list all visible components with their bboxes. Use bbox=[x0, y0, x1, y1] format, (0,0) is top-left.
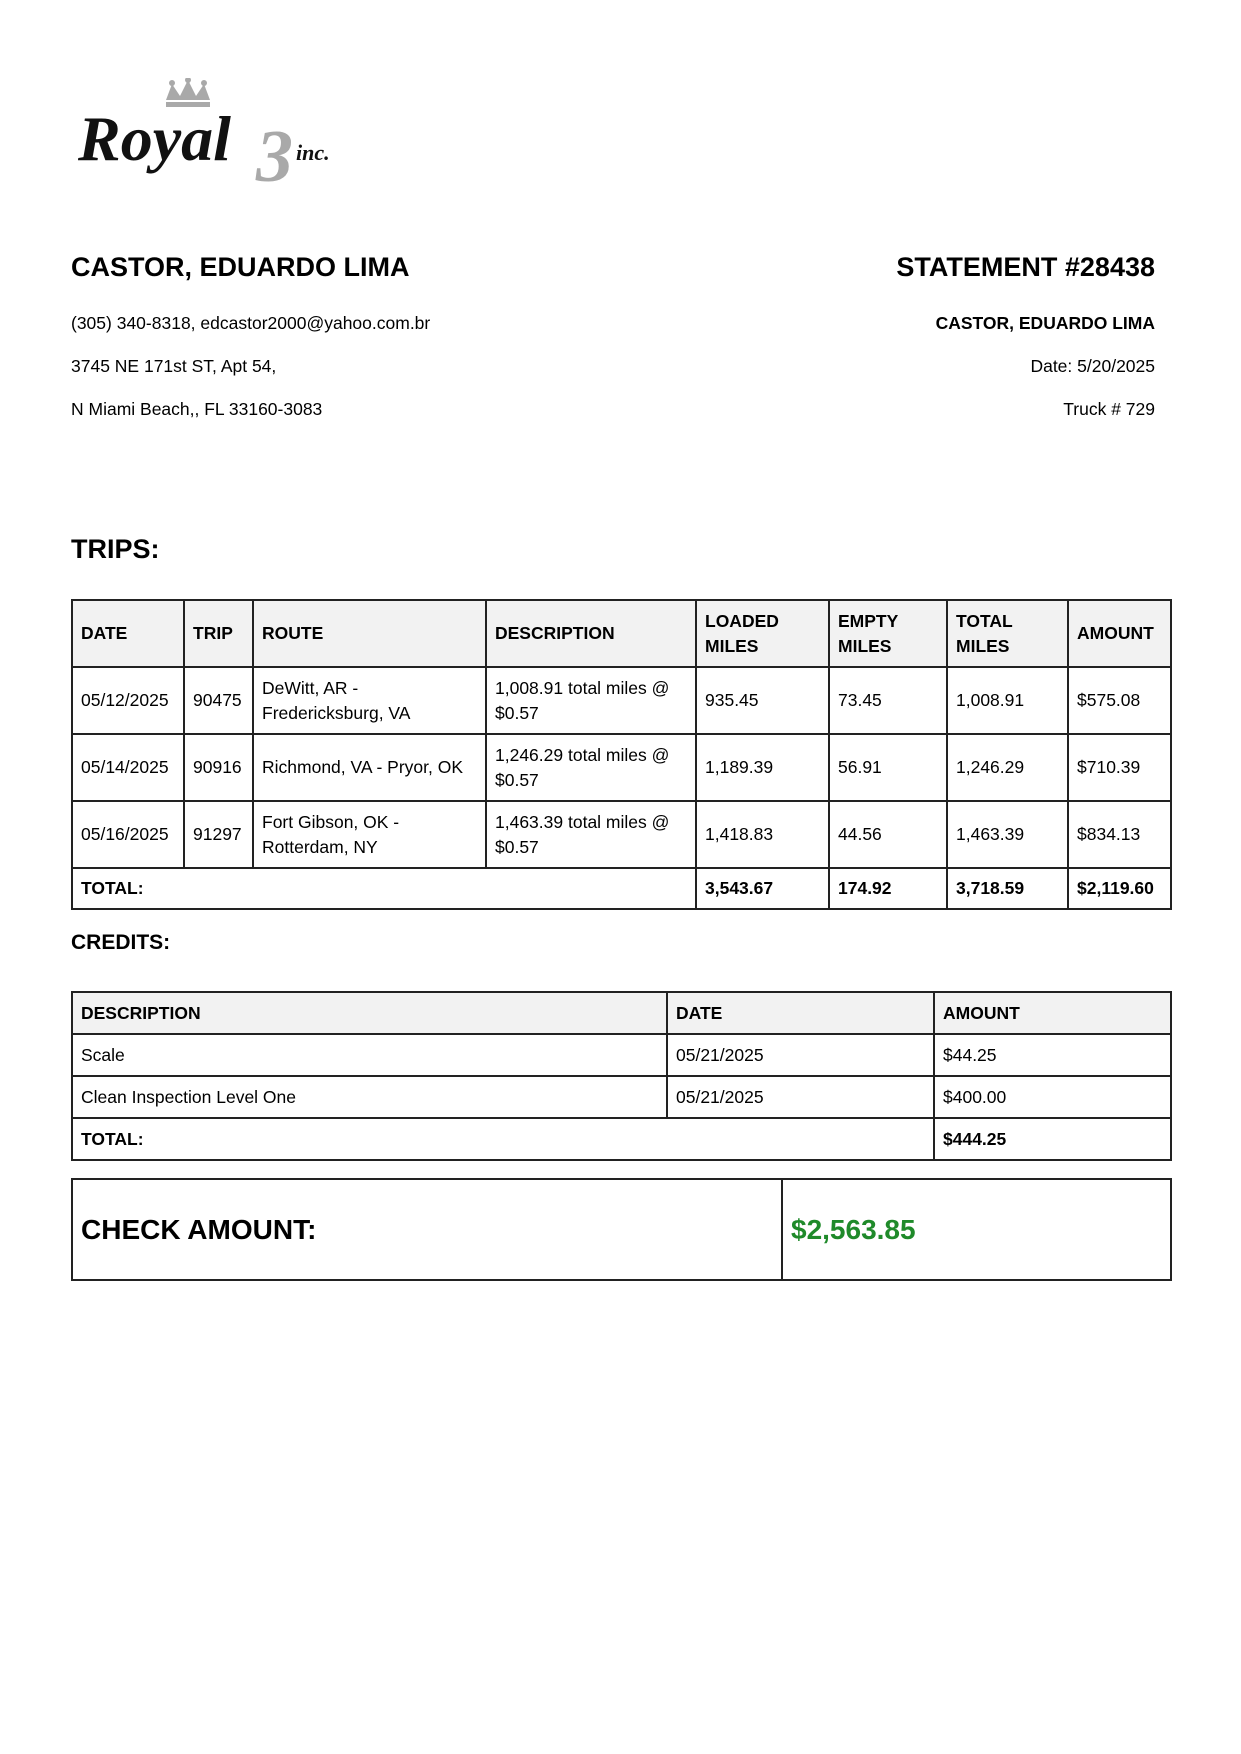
trip-loaded-miles: 1,189.39 bbox=[696, 734, 829, 801]
table-row bbox=[72, 734, 1171, 801]
logo-suffix: inc. bbox=[296, 140, 330, 165]
credits-total-row bbox=[72, 1118, 1171, 1160]
trip-route: Richmond, VA - Pryor, OK bbox=[253, 734, 486, 801]
credit-date: 05/21/2025 bbox=[667, 1076, 934, 1118]
trip-amount: $834.13 bbox=[1068, 801, 1171, 868]
check-amount-row bbox=[72, 1179, 1171, 1280]
logo-numeral: 3 bbox=[256, 116, 293, 188]
trips-title: TRIPS: bbox=[71, 534, 160, 564]
trip-date: 05/16/2025 bbox=[72, 801, 184, 868]
trip-empty-miles: 56.91 bbox=[829, 734, 947, 801]
trip-route: Fort Gibson, OK - Rotterdam, NY bbox=[253, 801, 486, 868]
trip-amount: $710.39 bbox=[1068, 734, 1171, 801]
column-header: TRIP bbox=[184, 600, 253, 667]
column-header: DATE bbox=[667, 992, 934, 1034]
statement-name: CASTOR, EDUARDO LIMA bbox=[935, 313, 1155, 333]
driver-info bbox=[71, 250, 591, 419]
credit-amount: $400.00 bbox=[934, 1076, 1171, 1118]
column-header: TOTAL MILES bbox=[947, 600, 1068, 667]
credit-date: 05/21/2025 bbox=[667, 1034, 934, 1076]
trip-number: 91297 bbox=[184, 801, 253, 868]
trips-header-row bbox=[72, 600, 1171, 667]
trip-number: 90916 bbox=[184, 734, 253, 801]
column-header: EMPTY MILES bbox=[829, 600, 947, 667]
trip-empty-miles: 44.56 bbox=[829, 801, 947, 868]
trip-number: 90475 bbox=[184, 667, 253, 734]
trip-total-miles: 1,008.91 bbox=[947, 667, 1068, 734]
trips-total-empty: 174.92 bbox=[829, 868, 947, 909]
credits-header-row bbox=[72, 992, 1171, 1034]
credits-total-amount: $444.25 bbox=[934, 1118, 1171, 1160]
credit-amount: $44.25 bbox=[934, 1034, 1171, 1076]
trips-total-loaded: 3,543.67 bbox=[696, 868, 829, 909]
credits-title: CREDITS: bbox=[71, 931, 171, 954]
trips-total-miles: 3,718.59 bbox=[947, 868, 1068, 909]
credit-description: Clean Inspection Level One bbox=[72, 1076, 667, 1118]
driver-contact: (305) 340-8318, edcastor2000@yahoo.com.br bbox=[71, 313, 431, 333]
column-header: LOADED MILES bbox=[696, 600, 829, 667]
trip-route: DeWitt, AR - Fredericksburg, VA bbox=[253, 667, 486, 734]
table-row bbox=[72, 801, 1171, 868]
statement-title: STATEMENT #28438 bbox=[896, 252, 1155, 282]
trip-description: 1,008.91 total miles @ $0.57 bbox=[486, 667, 696, 734]
logo-wordmark: Royal bbox=[78, 103, 231, 174]
column-header: ROUTE bbox=[253, 600, 486, 667]
trip-date: 05/12/2025 bbox=[72, 667, 184, 734]
trip-description: 1,463.39 total miles @ $0.57 bbox=[486, 801, 696, 868]
column-header: DESCRIPTION bbox=[486, 600, 696, 667]
trip-amount: $575.08 bbox=[1068, 667, 1171, 734]
trip-loaded-miles: 1,418.83 bbox=[696, 801, 829, 868]
credit-description: Scale bbox=[72, 1034, 667, 1076]
trip-date: 05/14/2025 bbox=[72, 734, 184, 801]
trip-description: 1,246.29 total miles @ $0.57 bbox=[486, 734, 696, 801]
statement-date: Date: 5/20/2025 bbox=[1030, 356, 1155, 376]
driver-name: CASTOR, EDUARDO LIMA bbox=[71, 252, 410, 282]
column-header: AMOUNT bbox=[934, 992, 1171, 1034]
trips-total-row bbox=[72, 868, 1171, 909]
company-logo bbox=[78, 78, 378, 188]
column-header: DESCRIPTION bbox=[72, 992, 667, 1034]
trip-empty-miles: 73.45 bbox=[829, 667, 947, 734]
trips-total-label: TOTAL: bbox=[72, 868, 696, 909]
driver-address-line1: 3745 NE 171st ST, Apt 54, bbox=[71, 356, 277, 376]
check-amount-value: $2,563.85 bbox=[782, 1179, 1171, 1280]
table-row bbox=[72, 667, 1171, 734]
table-row bbox=[72, 1034, 1171, 1076]
check-amount-table bbox=[71, 1178, 1172, 1281]
trip-total-miles: 1,463.39 bbox=[947, 801, 1068, 868]
credits-table bbox=[71, 991, 1172, 1161]
trip-total-miles: 1,246.29 bbox=[947, 734, 1068, 801]
statement-truck: Truck # 729 bbox=[1063, 399, 1155, 419]
column-header: DATE bbox=[72, 600, 184, 667]
trip-loaded-miles: 935.45 bbox=[696, 667, 829, 734]
statement-info bbox=[635, 250, 1155, 419]
trips-table bbox=[71, 599, 1172, 910]
table-row bbox=[72, 1076, 1171, 1118]
check-amount-label: CHECK AMOUNT: bbox=[72, 1179, 782, 1280]
credits-total-label: TOTAL: bbox=[72, 1118, 934, 1160]
column-header: AMOUNT bbox=[1068, 600, 1171, 667]
driver-address-line2: N Miami Beach,, FL 33160-3083 bbox=[71, 399, 323, 419]
trips-total-amount: $2,119.60 bbox=[1068, 868, 1171, 909]
